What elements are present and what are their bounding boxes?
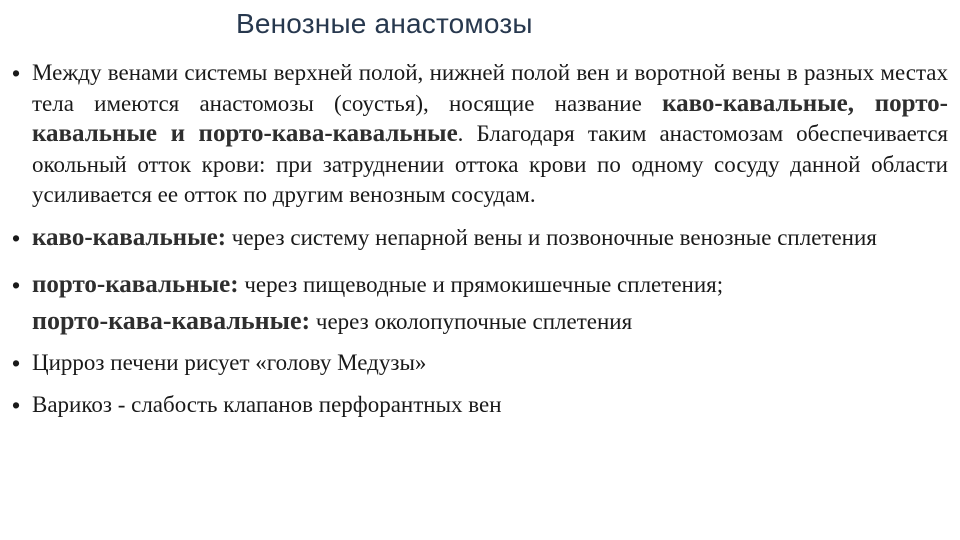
bullet-marker: • [12,349,21,376]
bullet-emphasis-secondary: порто-кава-кавальные: [32,305,311,335]
bullet-porto-caval [10,267,948,340]
bullet-emphasis: порто-кавальные: [32,270,239,298]
bullet-text: Между венами системы верхней полой, нижней полой вен и воротной вены в разных местах тела имеются анастомозы (соустья), носящие название [32,60,948,116]
bullet-marker: • [12,391,21,418]
bullet-cirrhosis [10,348,948,378]
bullet-list [10,58,948,420]
bullet-emphasis: каво-кавальные: [32,223,227,251]
bullet-text: . Благодаря таким анастомозам обеспечивается окольный отток крови: при затруднении оттока крови по одному сосуду данной области усиливается ее отток по другим венозным сосудам. [32,121,948,207]
bullet-text: Варикоз - слабость клапанов перфорантных вен [32,391,502,417]
bullet-marker: • [12,271,21,298]
bullet-cavo-caval [10,223,948,253]
bullet-text: через систему непарной вены и позвоночные венозные сплетения [226,224,877,250]
bullet-text: через пищеводные и прямокишечные сплетения; [238,271,724,297]
slide-title: Венозные анастомозы [236,8,533,39]
bullet-varicose [10,390,948,420]
bullet-text: через околопупочные сплетения [310,308,633,334]
bullet-marker: • [12,224,21,251]
bullet-text: Цирроз печени рисует «голову Медузы» [32,349,427,375]
bullet-emphasis: каво-кавальные, порто-кавальные и порто-кава-кавальные [32,89,948,147]
bullet-marker: • [12,60,21,86]
bullet-anastomoses-intro [10,58,948,211]
